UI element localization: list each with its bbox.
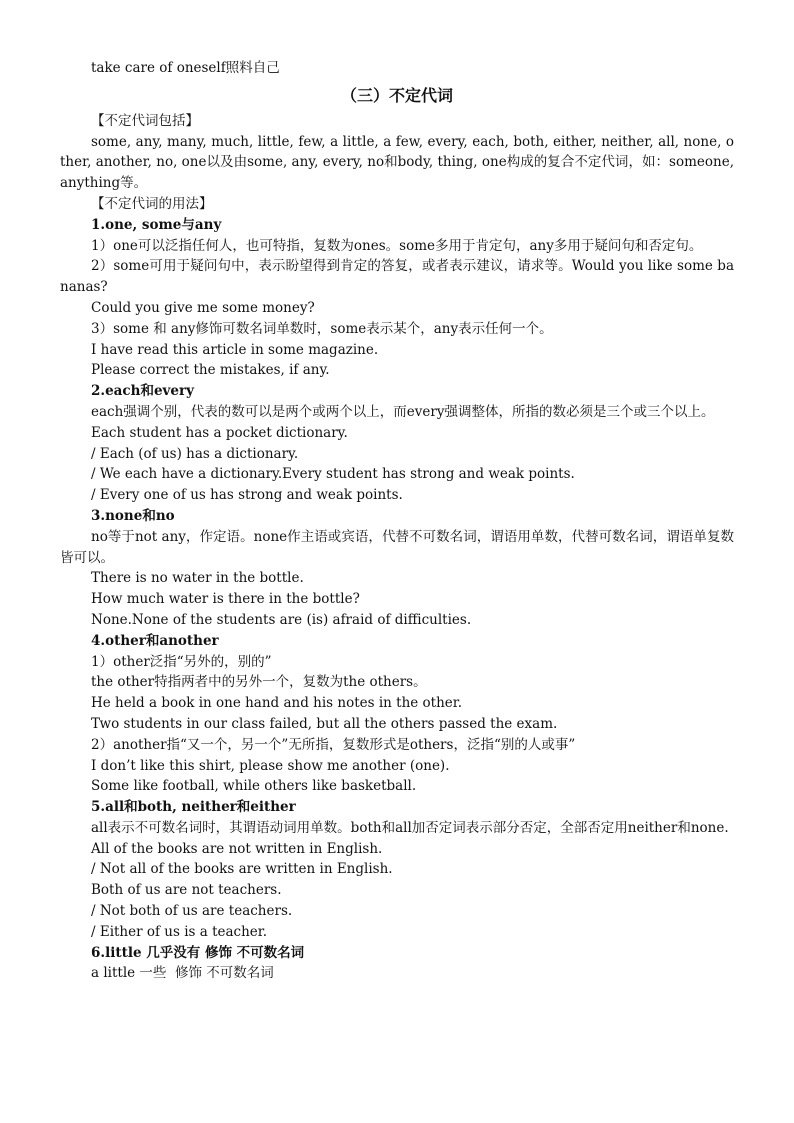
subsection-title-6: 6.little 几乎没有 修饰 不可数名词: [91, 944, 305, 961]
section-title: （三）不定代词: [340, 85, 453, 105]
subsection-title-5: 5.all和both, neither和either: [91, 799, 296, 816]
paragraph: all表示不可数名词时，其谓语动词用单数。both和all加否定词表示部分否定，全部否定用neither和none.: [91, 819, 729, 836]
paragraph: 1）other泛指“另外的，别的”: [91, 653, 272, 670]
example-sentence: None.None of the students are (is) afraid of difficulties.: [91, 611, 472, 628]
subsection-title-2: 2.each和every: [91, 383, 194, 400]
paragraph: a little 一些 修饰 不可数名词: [91, 965, 274, 982]
example-sentence: / Not all of the books are written in English.: [91, 861, 393, 878]
example-sentence: Each student has a pocket dictionary.: [91, 424, 348, 441]
example-sentence: Both of us are not teachers.: [91, 882, 282, 899]
paragraph: no等于not any，作定语。none作主语或宾语，代替不可数名词，谓语用单数，代替可数名词，谓语单复数皆可以。: [60, 528, 734, 566]
example-sentence: All of the books are not written in English.: [91, 840, 383, 857]
example-sentence: / Not both of us are teachers.: [91, 903, 293, 920]
example-sentence: There is no water in the bottle.: [91, 570, 304, 587]
phrase-line: take care of oneself照料自己: [91, 60, 280, 76]
example-sentence: He held a book in one hand and his notes in the other.: [91, 695, 463, 712]
example-sentence: / Either of us is a teacher.: [91, 923, 268, 940]
example-sentence: / We each have a dictionary.Every student has strong and weak points.: [91, 466, 575, 483]
includes-paragraph: some, any, many, much, little, few, a little, a few, every, each, both, either, neither, all, none, other, another, no, one以及由some, any, every, no和body, thing, one构成的复合不定代词，如：someone, anything等。: [60, 133, 739, 192]
subsection-title-1: 1.one, some与any: [91, 216, 222, 233]
heading-usage: 【不定代词的用法】: [91, 195, 213, 212]
paragraph: 2）another指“又一个，另一个”无所指，复数形式是others，泛指“别的人或事”: [91, 736, 576, 753]
subsection-title-3: 3.none和no: [91, 507, 175, 524]
example-sentence: Some like football, while others like basketball.: [91, 778, 417, 795]
heading-includes: 【不定代词包括】: [91, 112, 199, 129]
example-sentence: How much water is there in the bottle?: [91, 591, 360, 608]
example-sentence: Please correct the mistakes, if any.: [91, 362, 330, 379]
example-sentence: Could you give me some money?: [91, 299, 315, 316]
paragraph: 2）some可用于疑问句中，表示盼望得到肯定的答复，或者表示建议，请求等。Would you like some bananas?: [60, 258, 734, 296]
example-sentence: / Every one of us has strong and weak points.: [91, 487, 403, 504]
paragraph: 1）one可以泛指任何人，也可特指，复数为ones。some多用于肯定句，any多用于疑问句和否定句。: [91, 237, 703, 254]
example-sentence: Two students in our class failed, but all the others passed the exam.: [91, 715, 558, 732]
subsection-title-4: 4.other和another: [91, 632, 219, 649]
example-sentence: / Each (of us) has a dictionary.: [91, 445, 299, 462]
document-page: [60, 58, 739, 984]
example-sentence: I don’t like this shirt, please show me another (one).: [91, 757, 450, 774]
example-sentence: I have read this article in some magazine.: [91, 341, 379, 358]
paragraph: the other特指两者中的另外一个，复数为the others。: [91, 674, 427, 691]
paragraph: each强调个别，代表的数可以是两个或两个以上，而every强调整体，所指的数必须是三个或三个以上。: [91, 403, 715, 420]
paragraph: 3）some 和 any修饰可数名词单数时，some表示某个，any表示任何一个。: [91, 320, 553, 337]
